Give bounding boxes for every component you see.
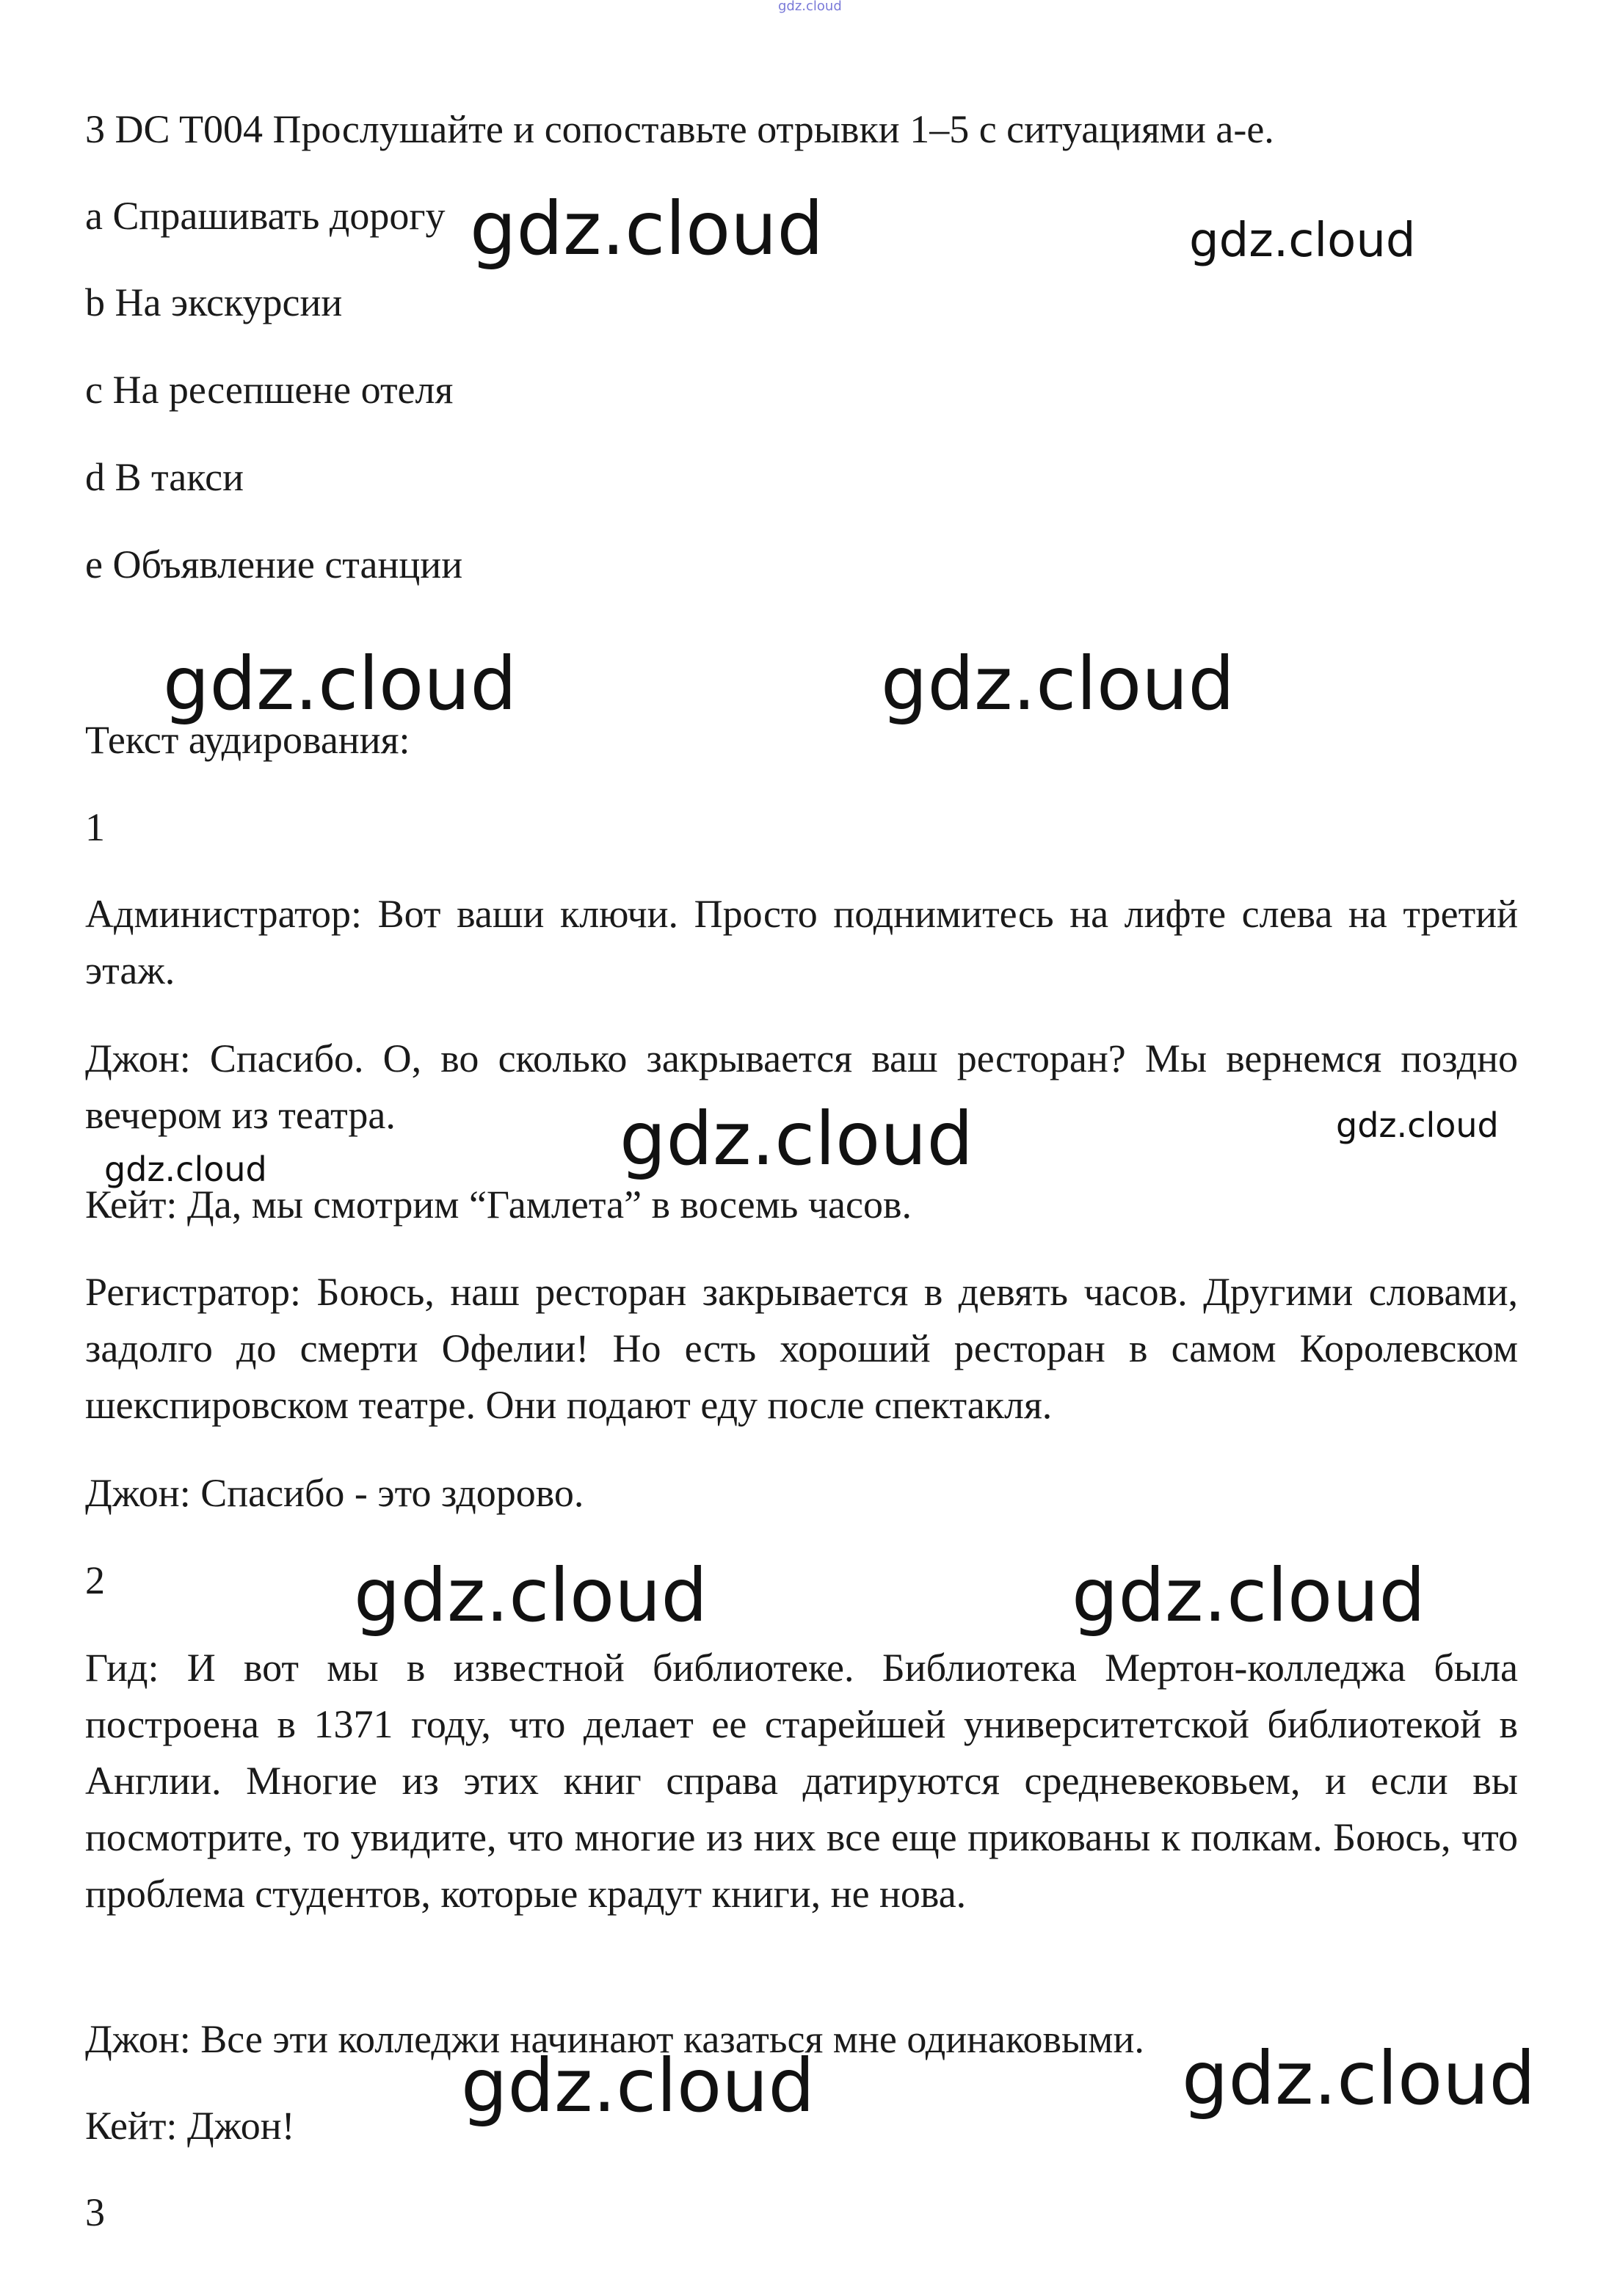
part-3-number: 3: [85, 2190, 105, 2234]
part-1-line-1: Администратор: Вот ваши ключи. Просто поднимитесь на лифте слева на третий этаж.: [85, 892, 1518, 992]
part-1-line-2: Джон: Спасибо. О, во сколько закрывается ваш ресторан? Мы вернемся поздно вечером из театра.: [85, 1036, 1518, 1137]
part-2-number: 2: [85, 1558, 105, 1602]
watermark: gdz.cloud: [354, 1552, 708, 1638]
watermark: gdz.cloud: [1182, 2035, 1536, 2121]
watermark: gdz.cloud: [163, 641, 517, 727]
option-d: d В такси: [85, 455, 244, 499]
option-e: e Объявление станции: [85, 542, 463, 586]
part-1-line-3: Кейт: Да, мы смотрим “Гамлета” в восемь часов.: [85, 1182, 912, 1227]
watermark: gdz.cloud: [881, 641, 1235, 727]
watermark: gdz.cloud: [470, 186, 824, 272]
task-header: 3 DC T004 Прослушайте и сопоставьте отрывки 1–5 с ситуациями a-e.: [85, 107, 1274, 151]
watermark: gdz.cloud: [620, 1096, 974, 1182]
part-1-number: 1: [85, 805, 105, 849]
watermark: gdz.cloud: [104, 1149, 267, 1189]
watermark: gdz.cloud: [1072, 1552, 1426, 1638]
watermark: gdz.cloud: [1189, 214, 1416, 268]
watermark: gdz.cloud: [461, 2043, 816, 2129]
transcript-title: Текст аудирования:: [85, 718, 410, 762]
part-1-line-5: Джон: Спасибо - это здорово.: [85, 1471, 584, 1515]
option-a: a Спрашивать дорогу: [85, 194, 446, 238]
top-watermark: gdz.cloud: [778, 0, 842, 14]
watermark: gdz.cloud: [1336, 1105, 1499, 1145]
option-c: c На ресепшене отеля: [85, 368, 454, 412]
part-2-line-1: Гид: И вот мы в известной библиотеке. Библиотека Мертон-колледжа была построена в 1371 году, что делает ее старейшей университетской библиотекой в Англии. Многие из этих книг справа датируются средневековьем, и если вы посмотрите, то увидите, что многие из них все еще прикованы к полкам. Боюсь, что проблема студентов, которые крадут книги, не нова.: [85, 1646, 1518, 1916]
part-2-line-3: Кейт: Джон!: [85, 2104, 295, 2148]
option-b: b На экскурсии: [85, 280, 343, 324]
part-2-line-2: Джон: Все эти колледжи начинают казаться мне одинаковыми.: [85, 2017, 1144, 2061]
part-1-line-4: Регистратор: Боюсь, наш ресторан закрывается в девять часов. Другими словами, задолго до смерти Офелии! Но есть хороший ресторан в самом Королевском шекспировском театре. Они подают еду после спектакля.: [85, 1270, 1518, 1427]
